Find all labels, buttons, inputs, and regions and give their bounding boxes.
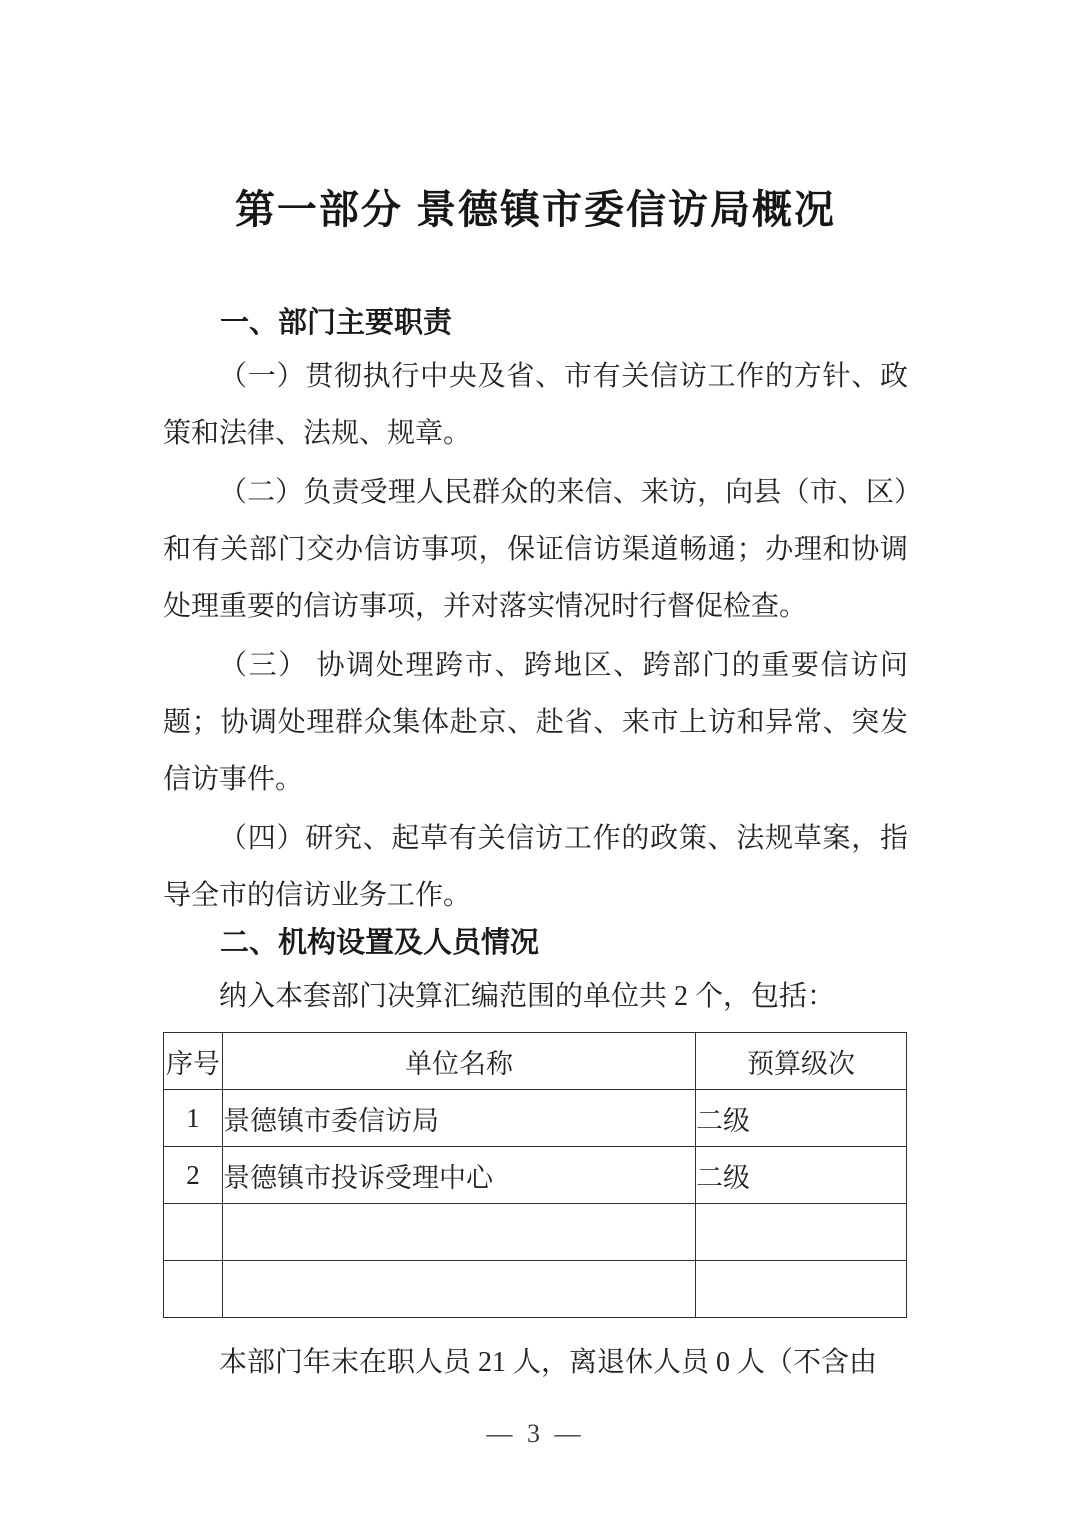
table-row-empty [164, 1261, 907, 1318]
cell-budget-level: 二级 [696, 1090, 907, 1147]
column-header-unit-name: 单位名称 [223, 1033, 696, 1090]
table-row [164, 1090, 907, 1147]
cell-index: 2 [164, 1147, 223, 1204]
section-heading-organization: 二、机构设置及人员情况 [220, 927, 540, 959]
unit-table-header-row [164, 1033, 907, 1090]
cell-budget-level [696, 1261, 907, 1318]
unit-table [163, 1032, 907, 1318]
column-header-index: 序号 [164, 1033, 223, 1090]
duty-paragraph-1: （一）贯彻执行中央及省、市有关信访工作的方针、政策和法律、法规、规章。 [163, 361, 908, 449]
cell-budget-level [696, 1204, 907, 1261]
cell-unit-name: 景德镇市投诉受理中心 [223, 1147, 696, 1204]
duty-paragraph-2: （二）负责受理人民群众的来信、来访，向县（市、区）和有关部门交办信访事项，保证信访渠道畅通；办理和协调处理重要的信访事项，并对落实情况时行督促检查。 [163, 477, 908, 622]
section-heading-duties: 一、部门主要职责 [220, 307, 453, 339]
table-row-empty [164, 1204, 907, 1261]
duty-paragraph-3: （三） 协调处理跨市、跨地区、跨部门的重要信访问题；协调处理群众集体赴京、赴省、来市上访和异常、突发信访事件。 [163, 650, 908, 795]
cell-unit-name [223, 1261, 696, 1318]
cell-unit-name: 景德镇市委信访局 [223, 1090, 696, 1147]
table-row [164, 1147, 907, 1204]
column-header-budget-level: 预算级次 [696, 1033, 907, 1090]
org-intro-sentence: 纳入本套部门决算汇编范围的单位共 2 个，包括： [219, 981, 836, 1012]
cell-unit-name [223, 1204, 696, 1261]
page-number: — 3 — [486, 1419, 585, 1448]
duty-paragraph-4: （四）研究、起草有关信访工作的政策、法规草案，指导全市的信访业务工作。 [163, 823, 908, 911]
cell-index [164, 1204, 223, 1261]
staff-summary-sentence: 本部门年末在职人员 21 人，离退休人员 0 人（不含由 [219, 1347, 878, 1378]
cell-index [164, 1261, 223, 1318]
cell-budget-level: 二级 [696, 1147, 907, 1204]
document-title: 第一部分 景德镇市委信访局概况 [234, 188, 837, 232]
page-content [163, 0, 908, 1449]
cell-index: 1 [164, 1090, 223, 1147]
